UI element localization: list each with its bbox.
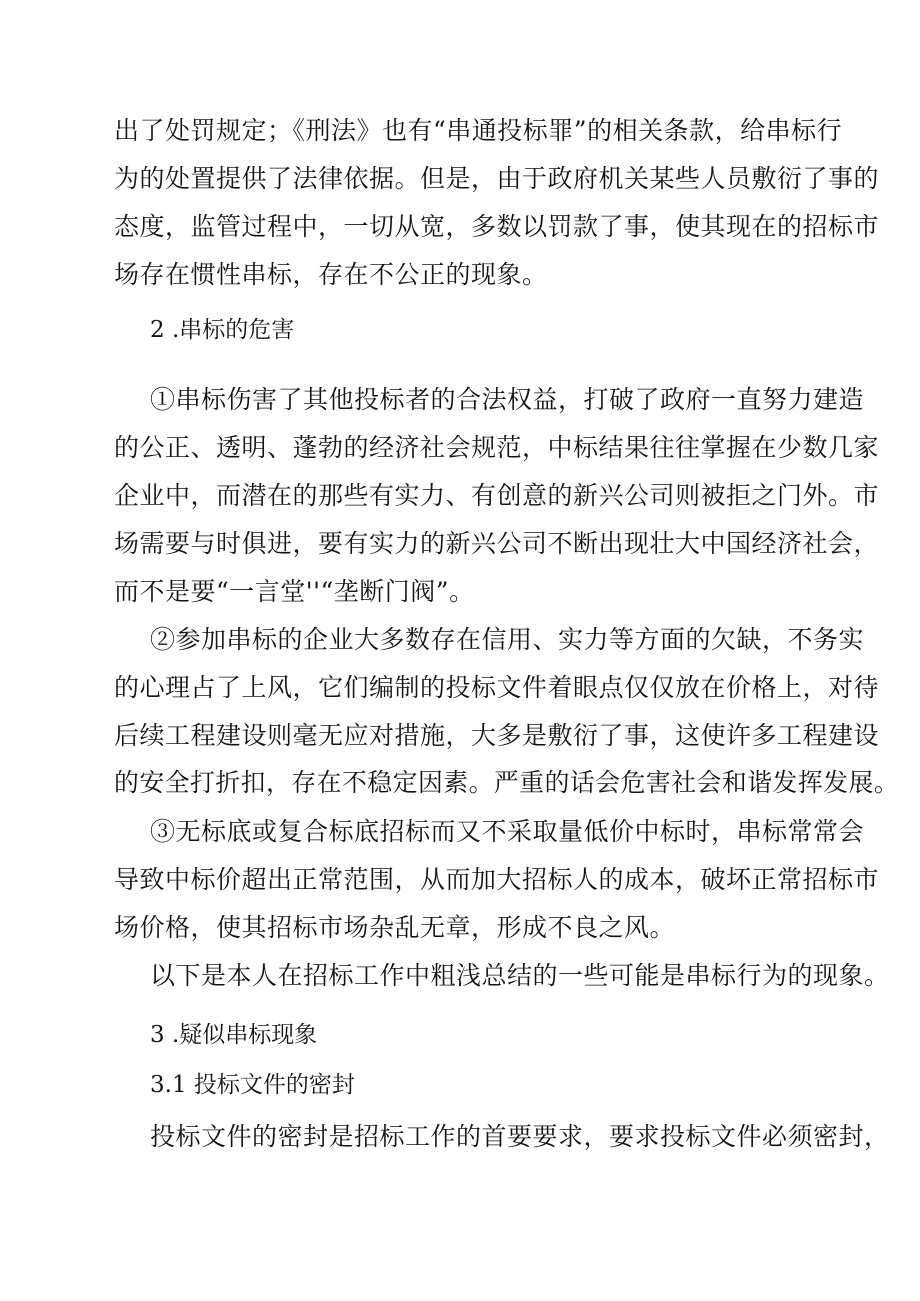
- paragraph-line: 投标文件的密封是招标工作的首要要求，要求投标文件必须密封，: [150, 1122, 890, 1151]
- subsection-heading-3-1: 3.1 投标文件的密封: [150, 1072, 355, 1098]
- paragraph-line: 出了处罚规定；《刑法》也有“串通投标罪”的相关条款，给串标行: [114, 116, 843, 145]
- paragraph-line: 态度，监管过程中，一切从宽，多数以罚款了事，使其现在的招标市: [114, 212, 880, 241]
- paragraph-line: 场需要与时俱进，要有实力的新兴公司不断出现壮大中国经济社会，: [114, 529, 880, 558]
- paragraph-line: 后续工程建设则毫无应对措施，大多是敷衍了事，这使许多工程建设: [114, 721, 880, 750]
- paragraph-line: 的公正、透明、蓬勃的经济社会规范，中标结果往往掌握在少数几家: [114, 433, 880, 462]
- paragraph-line: ②参加串标的企业大多数存在信用、实力等方面的欠缺，不务实: [150, 625, 865, 654]
- section-heading-2: 2 .串标的危害: [150, 317, 295, 343]
- paragraph-line: ③无标底或复合标底招标而又不采取量低价中标时，串标常常会: [150, 817, 865, 846]
- section-heading-3: 3 .疑似串标现象: [150, 1022, 318, 1048]
- paragraph-line: 而不是要“一言堂''“垄断门阀”。: [114, 577, 475, 606]
- paragraph-line: ①串标伤害了其他投标者的合法权益，打破了政府一直努力建造: [150, 385, 865, 414]
- paragraph-line: 的心理占了上风，它们编制的投标文件着眼点仅仅放在价格上，对待: [114, 673, 880, 702]
- paragraph-line: 场存在惯性串标，存在不公正的现象。: [114, 260, 548, 289]
- paragraph-line: 场价格，使其招标市场杂乱无章，形成不良之风。: [114, 913, 676, 942]
- paragraph-line: 以下是本人在招标工作中粗浅总结的一些可能是串标行为的现象。: [150, 961, 890, 990]
- paragraph-line: 的安全打折扣，存在不稳定因素。严重的话会危害社会和谐发挥发展。: [114, 768, 900, 797]
- paragraph-line: 企业中，而潜在的那些有实力、有创意的新兴公司则被拒之门外。市: [114, 481, 880, 510]
- paragraph-line: 导致中标价超出正常范围，从而加大招标人的成本，破坏正常招标市: [114, 865, 880, 894]
- paragraph-line: 为的处置提供了法律依据。但是，由于政府机关某些人员敷衍了事的: [114, 164, 880, 193]
